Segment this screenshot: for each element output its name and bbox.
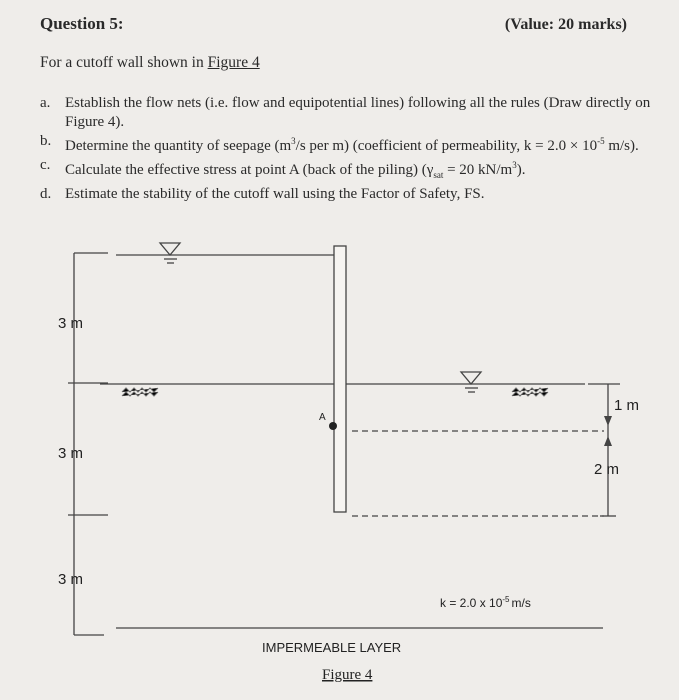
dim-label-lower: 3 m	[58, 571, 84, 588]
task-label: b.	[40, 133, 52, 149]
impermeable-layer-label: IMPERMEABLE LAYER	[262, 640, 402, 655]
dim-label-right-bottom: 2 m	[594, 461, 620, 478]
dim-label-upper: 3 m	[58, 315, 84, 332]
task-text: Determine the quantity of seepage ($m^3/s$ per m) (coefficient of permeability, $k = 2.0 \times 10^{-5}$ m/s).	[65, 136, 639, 154]
task-label: d.	[40, 186, 52, 202]
intro-text: For a cutoff wall shown in	[40, 54, 208, 71]
task-text: Estimate the stability of the cutoff wall using the Factor of Safety, FS.	[65, 186, 485, 202]
permeability-label: k = 2.0 x $10^{-5}$ m/s	[440, 595, 531, 610]
soil-hatch-icon	[512, 388, 548, 396]
arrow-up-icon	[604, 436, 612, 446]
question-value: (Value: 20 marks)	[504, 16, 627, 33]
point-a-label: A	[319, 412, 326, 423]
task-text: Establish the flow nets (i.e. flow and equipotential lines) following all the rules (Draw directly on Figure 4).	[65, 95, 651, 130]
soil-hatch-icon	[122, 388, 158, 396]
cutoff-wall	[334, 246, 346, 512]
water-level-icon	[160, 243, 180, 263]
figure-reference: Figure 4	[207, 54, 260, 71]
task-label: a.	[40, 95, 51, 111]
question-title: Question 5:	[40, 14, 124, 33]
point-a-marker	[329, 422, 337, 430]
dim-label-right-top: 1 m	[614, 397, 640, 414]
arrow-down-icon	[604, 416, 612, 426]
task-label: c.	[40, 157, 51, 173]
water-level-icon	[461, 372, 481, 392]
dim-label-middle: 3 m	[58, 445, 84, 462]
task-text: Calculate the effective stress at point A (back of the piling) ($\gamma_{sat} = 20$ $kN/m^3$).	[65, 160, 526, 180]
figure-caption: Figure 4	[322, 667, 373, 683]
